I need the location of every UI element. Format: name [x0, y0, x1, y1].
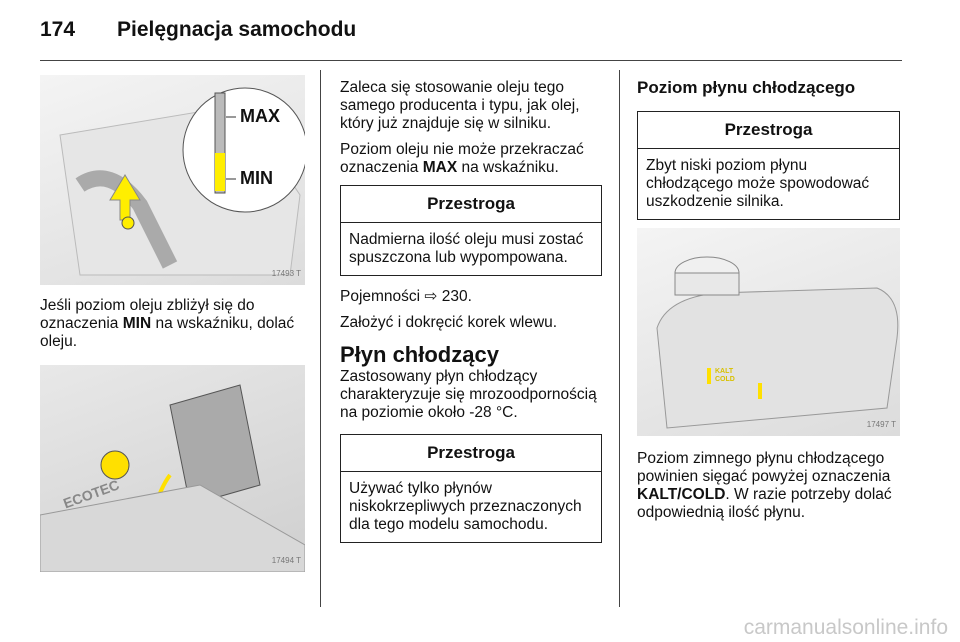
figure-code: 17497 T [866, 420, 896, 429]
page-number: 174 [40, 18, 76, 41]
column-divider [619, 70, 620, 607]
paragraph: Poziom zimnego płynu chłodzącego powinien sięgać powyżej oznaczenia KALT/COLD. W razie potrzeby dolać odpowiednią ilość płynu. [637, 450, 892, 521]
caution-title: Przestroga [638, 112, 899, 149]
watermark: carmanualsonline.info [743, 616, 948, 639]
column-3 [637, 79, 900, 530]
figure-code: 17493 T [271, 269, 301, 278]
column-divider [320, 70, 321, 607]
figure-code: 17494 T [271, 556, 301, 565]
caution-box [340, 185, 602, 276]
ecotec-label: ECOTEC [61, 476, 122, 512]
kalt-cold-marking: KALT COLD [715, 368, 735, 383]
paragraph: Zastosowany płyn chłodzący charakteryzuje się mrozoodpornością na poziomie około -28 °C. [340, 368, 597, 421]
section-heading: Płyn chłodzący [340, 342, 499, 367]
caution-box [637, 111, 900, 220]
min-label: MIN [240, 168, 273, 188]
coolant-reservoir-drawing [637, 228, 900, 436]
oil-filling-illustration [40, 365, 305, 572]
caution-text: Zbyt niski poziom płynu chłodzącego może spowodować uszkodzenie silnika. [646, 157, 870, 210]
caution-title: Przestroga [341, 186, 601, 223]
oil-bottle-drawing [40, 365, 305, 572]
paragraph: Zaleca się stosowanie oleju tego samego producenta i typu, jak olej, który już znajduje się w silniku. [340, 79, 580, 132]
caution-box [340, 434, 602, 543]
caution-text: Używać tylko płynów niskokrzepliwych przeznaczonych dla tego modelu samochodu. [349, 480, 582, 533]
max-label: MAX [240, 106, 280, 126]
header-divider [40, 60, 902, 61]
column-1 [40, 75, 305, 572]
page-title: Pielęgnacja samochodu [117, 18, 357, 41]
paragraph: Poziom oleju nie może przekraczać oznaczenia MAX na wskaźniku. [340, 141, 584, 176]
capacity-link[interactable]: Pojemności ⇨ 230. [340, 288, 472, 305]
dipstick-illustration [40, 75, 305, 285]
caution-title: Przestroga [341, 435, 601, 472]
subsection-heading: Poziom płynu chłodzącego [637, 78, 856, 97]
coolant-tank-illustration [637, 228, 900, 436]
paragraph: Jeśli poziom oleju zbliżył się do oznaczenia MIN na wskaźniku, dolać oleju. [40, 297, 295, 350]
column-2 [340, 79, 602, 555]
caution-text: Nadmierna ilość oleju musi zostać spuszczona lub wypompowana. [349, 231, 584, 266]
paragraph: Założyć i dokręcić korek wlewu. [340, 314, 558, 331]
